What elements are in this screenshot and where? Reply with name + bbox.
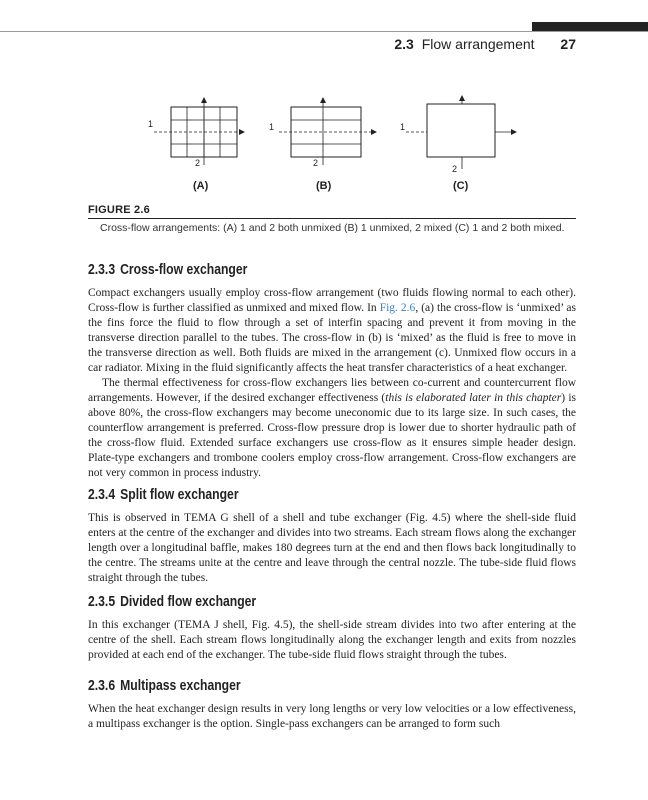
panel-a-label-2: 2	[195, 158, 201, 168]
figure-caption: Cross-flow arrangements: (A) 1 and 2 both unmixed (B) 1 unmixed, 2 mixed (C) 1 and 2 both mixed.	[100, 222, 565, 234]
section-divided-flow	[88, 594, 576, 663]
section-heading	[88, 678, 498, 694]
section-title: Multipass exchanger	[120, 678, 241, 694]
emphasis-text: this is elaborated later in this chapter	[385, 392, 562, 404]
section-number: 2.3.4	[88, 487, 116, 503]
section-title: Cross-flow exchanger	[120, 262, 248, 278]
running-head-section-title: Flow arrangement	[421, 36, 535, 52]
paragraph: When the heat exchanger design results in very long lengths or very low velocities or a low effectiveness, a multipass exchanger is the option. Single-pass exchangers can be arranged to form such	[88, 703, 576, 730]
running-head-section-number: 2.3	[394, 36, 414, 52]
section-number: 2.3.3	[88, 262, 116, 278]
section-cross-flow	[88, 262, 576, 481]
section-title: Divided flow exchanger	[120, 594, 257, 610]
paragraph	[88, 376, 576, 481]
panel-a-caption: (A)	[193, 180, 209, 192]
paragraph-text: ) is above 80%, the cross-flow exchangers may become uneconomic due to its large size. In such cases, the counterflow arrangement is preferred. Cross-flow pressure drop is lower due to shorter hydraulic path of the cross-flow fluid. Extended surface exchangers use cross-flow as it ensures simple header design. Plate-type exchangers and trombone coolers employ cross-flow arrangement. Cross-flow exchangers are not very common in process industry.	[88, 392, 576, 479]
section-heading	[88, 262, 498, 278]
figure-rule	[88, 218, 576, 219]
panel-a-diagram	[148, 98, 244, 192]
page-number: 27	[560, 36, 576, 52]
panel-c-label-1: 1	[400, 122, 406, 132]
paragraph	[88, 286, 576, 376]
cross-flow-figure	[140, 92, 530, 200]
panel-a-label-1: 1	[148, 119, 154, 129]
section-number: 2.3.6	[88, 678, 116, 694]
paragraph: This is observed in TEMA G shell of a shell and tube exchanger (Fig. 4.5) where the shell-side fluid enters at the centre of the exchanger and divides into two streams. Each stream flows along the exchanger length over a longitudinal baffle, makes 180 degrees turn at the end and then flows back longitudinally to the centre. The streams unite at the centre and leave through the central nozzle. The tube-side fluid flows straight through the tubes.	[88, 512, 576, 584]
section-title: Split flow exchanger	[120, 487, 239, 503]
paragraph-text: , (a) the cross-flow is ‘unmixed’ as the fins force the fluid to flow through a set of interfin spacing and prevent it from moving in the transverse direction parallel to the tubes. The cross-flow in (b) is ‘mixed’ as the fluid is free to move in the transverse direction as well. Both fluids are mixed in the arrangement (c). Unmixed flow occurs in a car radiator. Mixing in the fluid significantly affects the heat transfer characteristics of a heat exchanger.	[88, 302, 576, 374]
panel-b-diagram	[269, 98, 376, 192]
section-heading	[88, 487, 498, 503]
panel-c-label-2: 2	[452, 164, 458, 174]
panel-b-label-1: 1	[269, 122, 275, 132]
paragraph-text: Compact exchangers usually employ cross-flow arrangement (two fluids flowing normal to each other). Cross-flow is further classified as unmixed and mixed flow. In	[88, 287, 576, 314]
paragraph: In this exchanger (TEMA J shell, Fig. 4.5), the shell-side stream divides into two after entering at the centre of the shell. Each stream flows longitudinally along the exchanger length and exits from nozzles provided at each end of the exchanger. The tube-side fluid flows straight through the tubes.	[88, 619, 576, 661]
section-heading	[88, 594, 498, 610]
panel-c-diagram	[400, 96, 516, 192]
figure-number: FIGURE 2.6	[88, 204, 150, 216]
section-number: 2.3.5	[88, 594, 116, 610]
header-rule	[0, 31, 648, 32]
section-split-flow	[88, 487, 576, 586]
panel-c-caption: (C)	[453, 180, 469, 192]
paragraph-text: The thermal effectiveness for cross-flow exchangers lies between co-current and countercurrent flow arrangements. However, if the desired exchanger effectiveness (	[88, 377, 576, 404]
running-head	[394, 36, 576, 52]
section-multipass	[88, 678, 576, 732]
figure-link[interactable]: Fig. 2.6	[379, 302, 416, 314]
panel-b-caption: (B)	[316, 180, 332, 192]
panel-b-label-2: 2	[313, 158, 319, 168]
